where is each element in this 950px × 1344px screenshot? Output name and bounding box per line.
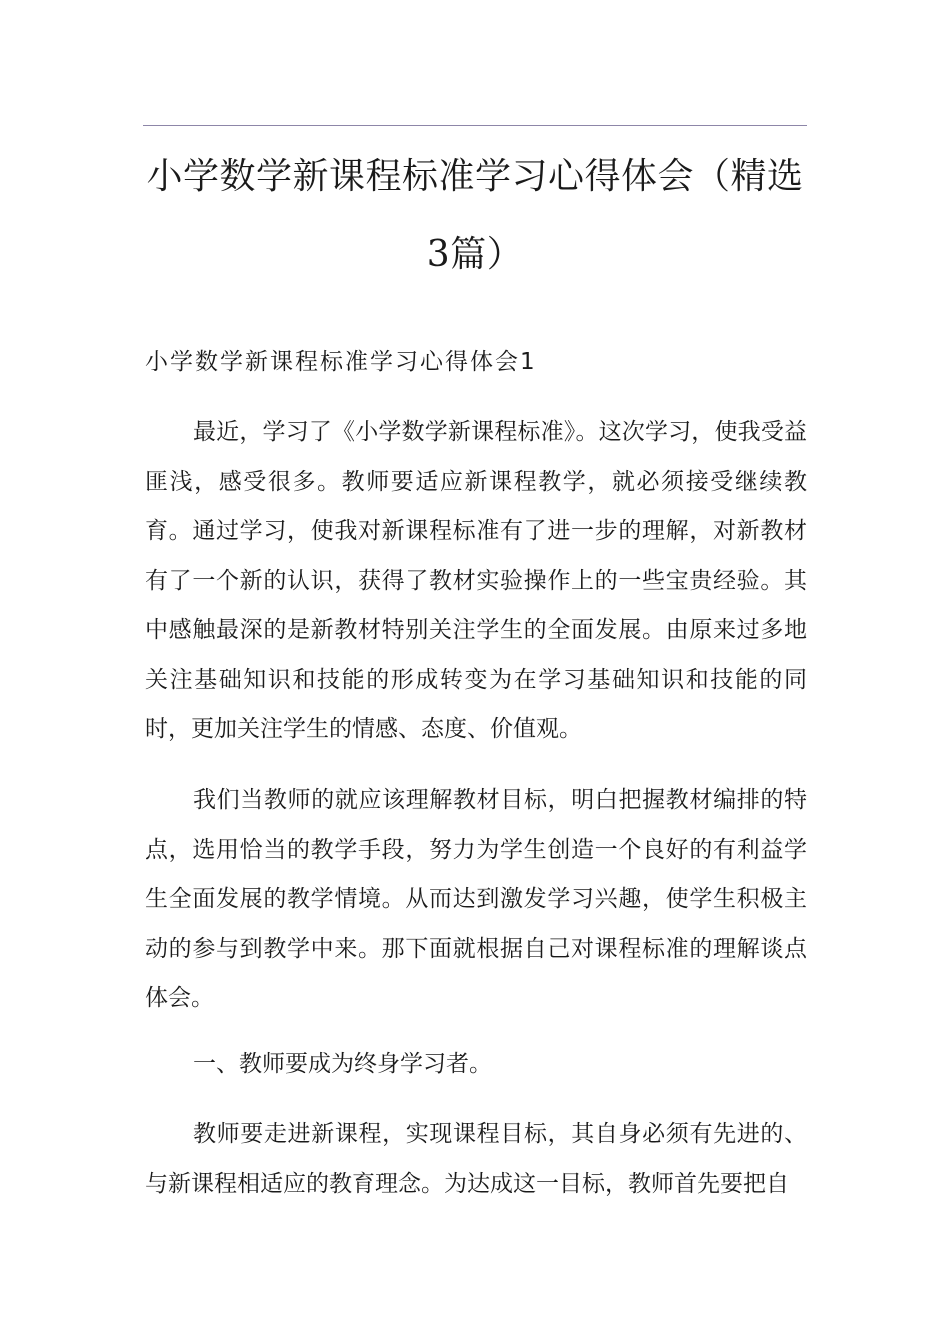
top-divider: [143, 125, 807, 126]
document-title: 小学数学新课程标准学习心得体会（精选3篇）: [146, 156, 804, 275]
paragraph-3: 一、教师要成为终身学习者。: [193, 1051, 492, 1077]
section-heading: 小学数学新课程标准学习心得体会1: [145, 349, 537, 375]
paragraph-1: 最近，学习了《小学数学新课程标准》。这次学习，使我受益匪浅，感受很多。教师要适应新课程教学，就必须接受继续教育。通过学习，使我对新课程标准有了进一步的理解，对新教材有了一个新的认识，获得了教材实验操作上的一些宝贵经验。其中感触最深的是新教材特别关注学生的全面发展。由原来过多地关注基础知识和技能的形成转变为在学习基础知识和技能的同时，更加关注学生的情感、态度、价值观。: [145, 419, 807, 742]
paragraph-4: 教师要走进新课程，实现课程目标，其自身必须有先进的、与新课程相适应的教育理念。为达成这一目标，教师首先要把自: [145, 1121, 807, 1197]
paragraph-2: 我们当教师的就应该理解教材目标，明白把握教材编排的特点，选用恰当的教学手段，努力为学生创造一个良好的有利益学生全面发展的教学情境。从而达到激发学习兴趣，使学生积极主动的参与到教学中来。那下面就根据自己对课程标准的理解谈点体会。: [145, 787, 807, 1011]
